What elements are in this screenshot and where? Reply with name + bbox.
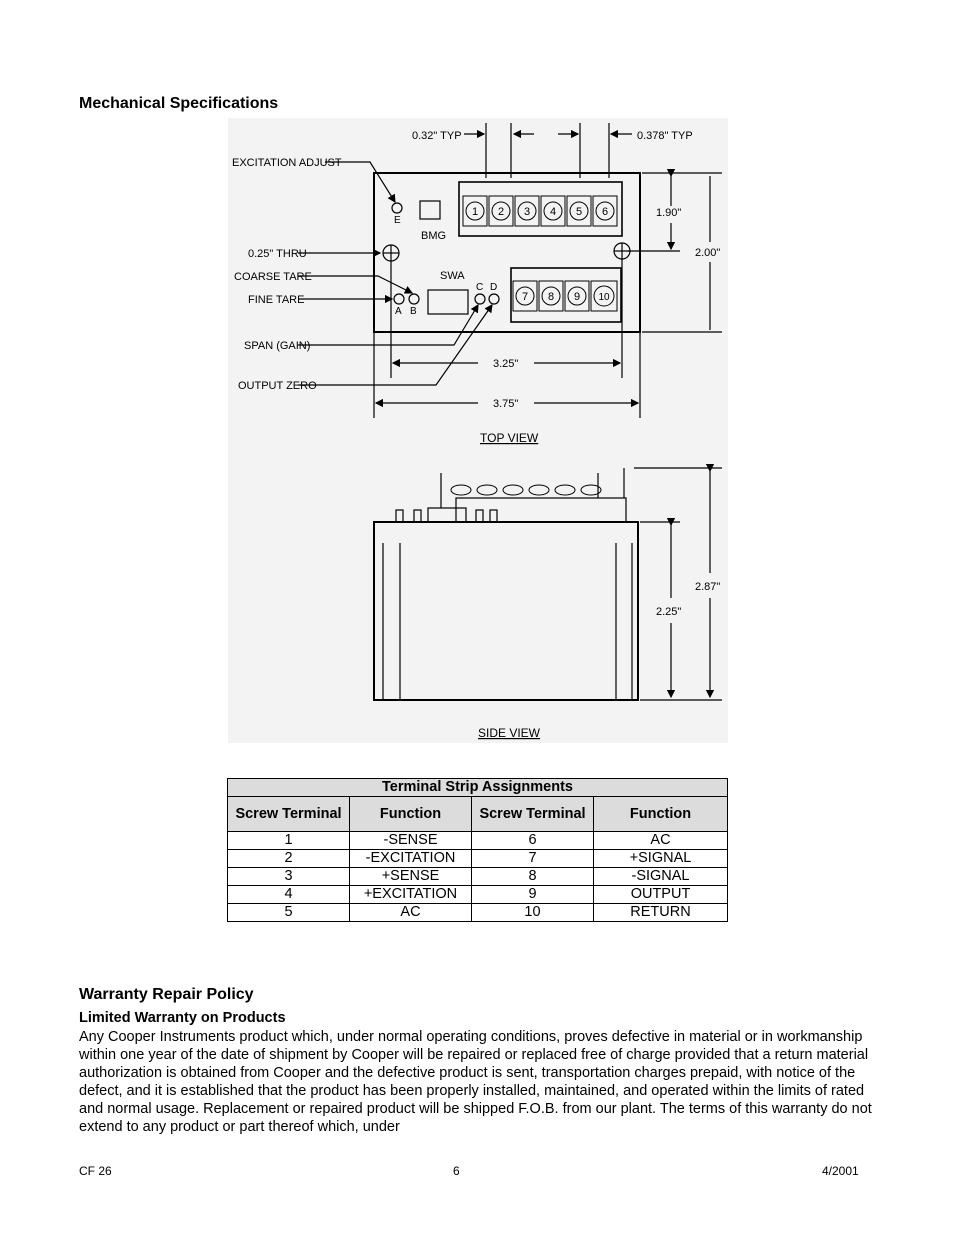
table-row (228, 904, 728, 922)
mechanical-specifications-heading: Mechanical Specifications (79, 95, 279, 112)
dim-terminal-pitch: 0.32" TYP (412, 130, 462, 142)
label-output-zero: OUTPUT ZERO (238, 380, 317, 392)
dim-3-25: 3.25" (493, 358, 519, 370)
label-swa: SWA (440, 270, 465, 282)
column-header: Screw Terminal (228, 797, 350, 832)
terminal-label: 8 (547, 291, 555, 303)
terminal-label: 10 (598, 292, 610, 303)
table-cell: 3 (228, 868, 350, 886)
dim-terminal-width: 0.378" TYP (637, 130, 693, 142)
table-row (228, 832, 728, 850)
terminal-strip-table (227, 778, 728, 922)
pot-label-a: A (395, 306, 402, 317)
column-header: Function (350, 797, 472, 832)
label-top-view: TOP VIEW (480, 431, 539, 445)
table-cell: 7 (472, 850, 594, 868)
table-cell: 9 (472, 886, 594, 904)
warranty-paragraph: Any Cooper Instruments product which, under normal operating conditions, proves defective in material or in workmanship within one year of the date of shipment by Cooper will be repaired or replaced free of charge provided that a return material authorization is obtained from Cooper and the defective product is sent, transportation charges prepaid, with notice of the defect, and it is established that the product has been properly installed, maintained, and operated within the limits of rated and normal usage. Replacement or repaired product will be shipped F.O.B. from our plant. The terms of this warranty do not extend to any product or part thereof which, under (79, 1029, 872, 1135)
dim-1-90: 1.90" (656, 207, 682, 219)
table-row (228, 850, 728, 868)
table-cell: 4 (228, 886, 350, 904)
terminal-label: 3 (523, 206, 531, 218)
table-cell: AC (594, 832, 728, 850)
table-caption: Terminal Strip Assignments (228, 779, 728, 797)
table-cell: +SIGNAL (594, 850, 728, 868)
table-cell: -SENSE (350, 832, 472, 850)
label-side-view: SIDE VIEW (478, 726, 541, 740)
table-cell: 8 (472, 868, 594, 886)
table-cell: 10 (472, 904, 594, 922)
column-header: Function (594, 797, 728, 832)
label-excitation-adjust: EXCITATION ADJUST (232, 157, 342, 169)
dim-3-75: 3.75" (493, 398, 519, 410)
table-cell: -SIGNAL (594, 868, 728, 886)
mechanical-drawing (228, 118, 728, 743)
table-row (228, 886, 728, 904)
pot-label-b: B (410, 306, 417, 317)
footer-page-number: 6 (453, 1164, 460, 1178)
table-cell: -EXCITATION (350, 850, 472, 868)
label-coarse-tare: COARSE TARE (234, 271, 312, 283)
label-fine-tare: FINE TARE (248, 294, 305, 306)
dim-2-25: 2.25" (656, 606, 682, 618)
limited-warranty-heading: Limited Warranty on Products (79, 1010, 286, 1026)
label-bmg: BMG (421, 230, 447, 242)
table-cell: +EXCITATION (350, 886, 472, 904)
terminal-label: 9 (573, 291, 581, 303)
dim-2-87: 2.87" (695, 581, 721, 593)
footer-date: 4/2001 (822, 1164, 859, 1178)
pot-label-e: E (394, 215, 401, 226)
table-cell: 5 (228, 904, 350, 922)
terminal-label: 5 (575, 206, 583, 218)
column-header: Screw Terminal (472, 797, 594, 832)
terminal-label: 7 (521, 291, 529, 303)
pot-label-d: D (490, 282, 498, 293)
pot-label-c: C (476, 282, 484, 293)
label-thru: 0.25" THRU (248, 248, 307, 260)
warranty-repair-policy-heading: Warranty Repair Policy (79, 986, 254, 1003)
table-cell: 1 (228, 832, 350, 850)
table-row (228, 868, 728, 886)
table-cell: AC (350, 904, 472, 922)
terminal-label: 2 (497, 206, 505, 218)
label-span-gain: SPAN (GAIN) (244, 340, 311, 352)
table-cell: 6 (472, 832, 594, 850)
terminal-label: 4 (549, 206, 557, 218)
terminal-label: 1 (471, 206, 479, 218)
table-cell: OUTPUT (594, 886, 728, 904)
terminal-label: 6 (601, 206, 609, 218)
dim-2-00: 2.00" (695, 247, 721, 259)
table-cell: +SENSE (350, 868, 472, 886)
table-cell: 2 (228, 850, 350, 868)
table-cell: RETURN (594, 904, 728, 922)
footer-doc-id: CF 26 (79, 1164, 112, 1178)
